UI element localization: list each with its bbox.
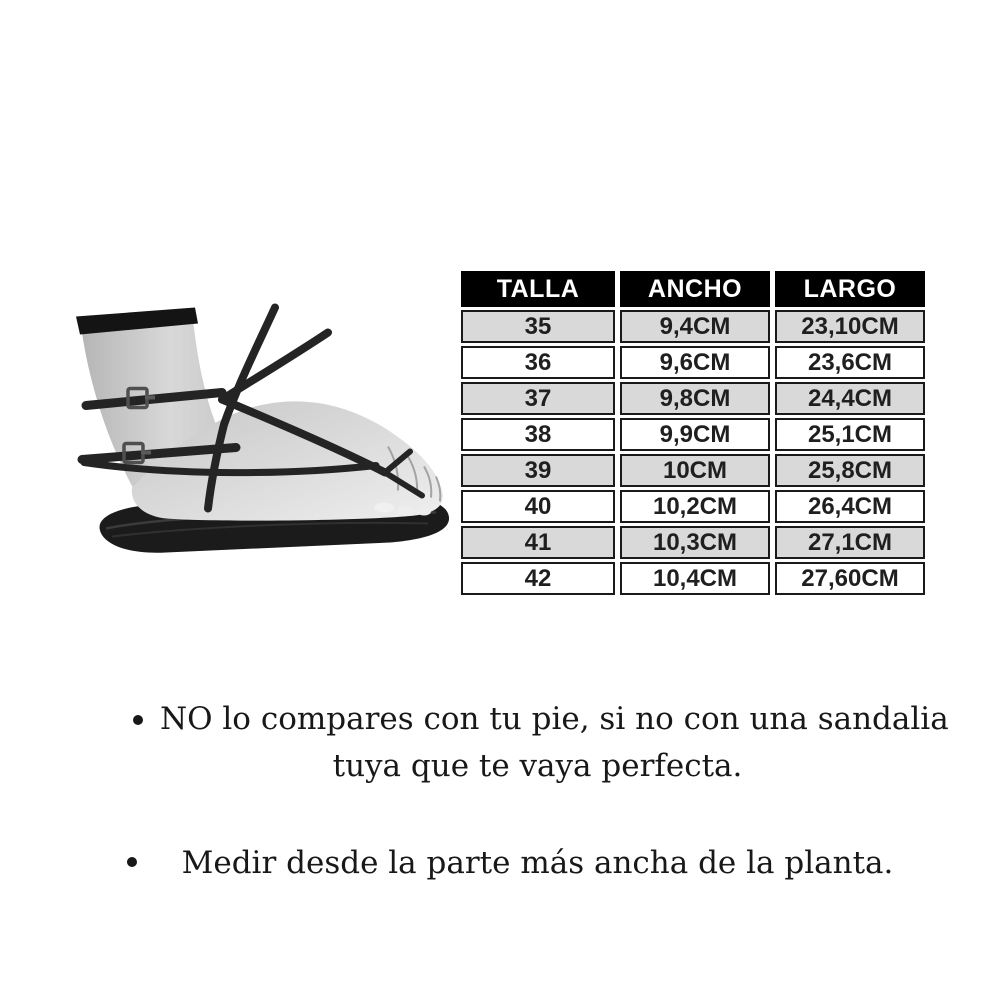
cell-talla: 42 <box>461 562 615 595</box>
cell-ancho: 10,4CM <box>620 562 770 595</box>
header-cell-ancho: ANCHO <box>620 271 770 307</box>
note-line: Medir desde la parte más ancha de la planta. <box>181 845 894 881</box>
cell-talla: 35 <box>461 310 615 343</box>
table-row <box>461 418 925 451</box>
cell-largo: 27,1CM <box>775 526 925 559</box>
sandal-foot-illustration <box>70 303 460 571</box>
table-row <box>461 310 925 343</box>
cell-largo: 27,60CM <box>775 562 925 595</box>
header-cell-largo: LARGO <box>775 271 925 307</box>
table-row <box>461 490 925 523</box>
note-item-measure <box>105 840 915 887</box>
cell-ancho: 9,9CM <box>620 418 770 451</box>
table-row <box>461 562 925 595</box>
cell-ancho: 10CM <box>620 454 770 487</box>
cell-ancho: 9,4CM <box>620 310 770 343</box>
size-table <box>456 268 930 598</box>
cell-largo: 24,4CM <box>775 382 925 415</box>
bullet-dot-icon <box>127 857 137 867</box>
cell-largo: 26,4CM <box>775 490 925 523</box>
table-row <box>461 526 925 559</box>
cell-talla: 39 <box>461 454 615 487</box>
header-cell-talla: TALLA <box>461 271 615 307</box>
cell-largo: 23,10CM <box>775 310 925 343</box>
note-line: tuya que te vaya perfecta. <box>332 748 743 784</box>
cell-largo: 25,8CM <box>775 454 925 487</box>
cell-talla: 40 <box>461 490 615 523</box>
note-item-compare <box>105 696 949 790</box>
sizing-notes <box>105 696 949 887</box>
cell-ancho: 9,6CM <box>620 346 770 379</box>
cell-talla: 36 <box>461 346 615 379</box>
cell-talla: 37 <box>461 382 615 415</box>
product-photo <box>70 303 460 571</box>
size-table-header-row <box>461 271 925 307</box>
cell-largo: 23,6CM <box>775 346 925 379</box>
bullet-dot-icon <box>133 715 143 725</box>
table-row <box>461 382 925 415</box>
cell-talla: 38 <box>461 418 615 451</box>
cell-talla: 41 <box>461 526 615 559</box>
note-line: NO lo compares con tu pie, si no con una sandalia <box>160 701 949 737</box>
cell-ancho: 10,3CM <box>620 526 770 559</box>
table-row <box>461 454 925 487</box>
cell-largo: 25,1CM <box>775 418 925 451</box>
table-row <box>461 346 925 379</box>
cell-ancho: 9,8CM <box>620 382 770 415</box>
cell-ancho: 10,2CM <box>620 490 770 523</box>
